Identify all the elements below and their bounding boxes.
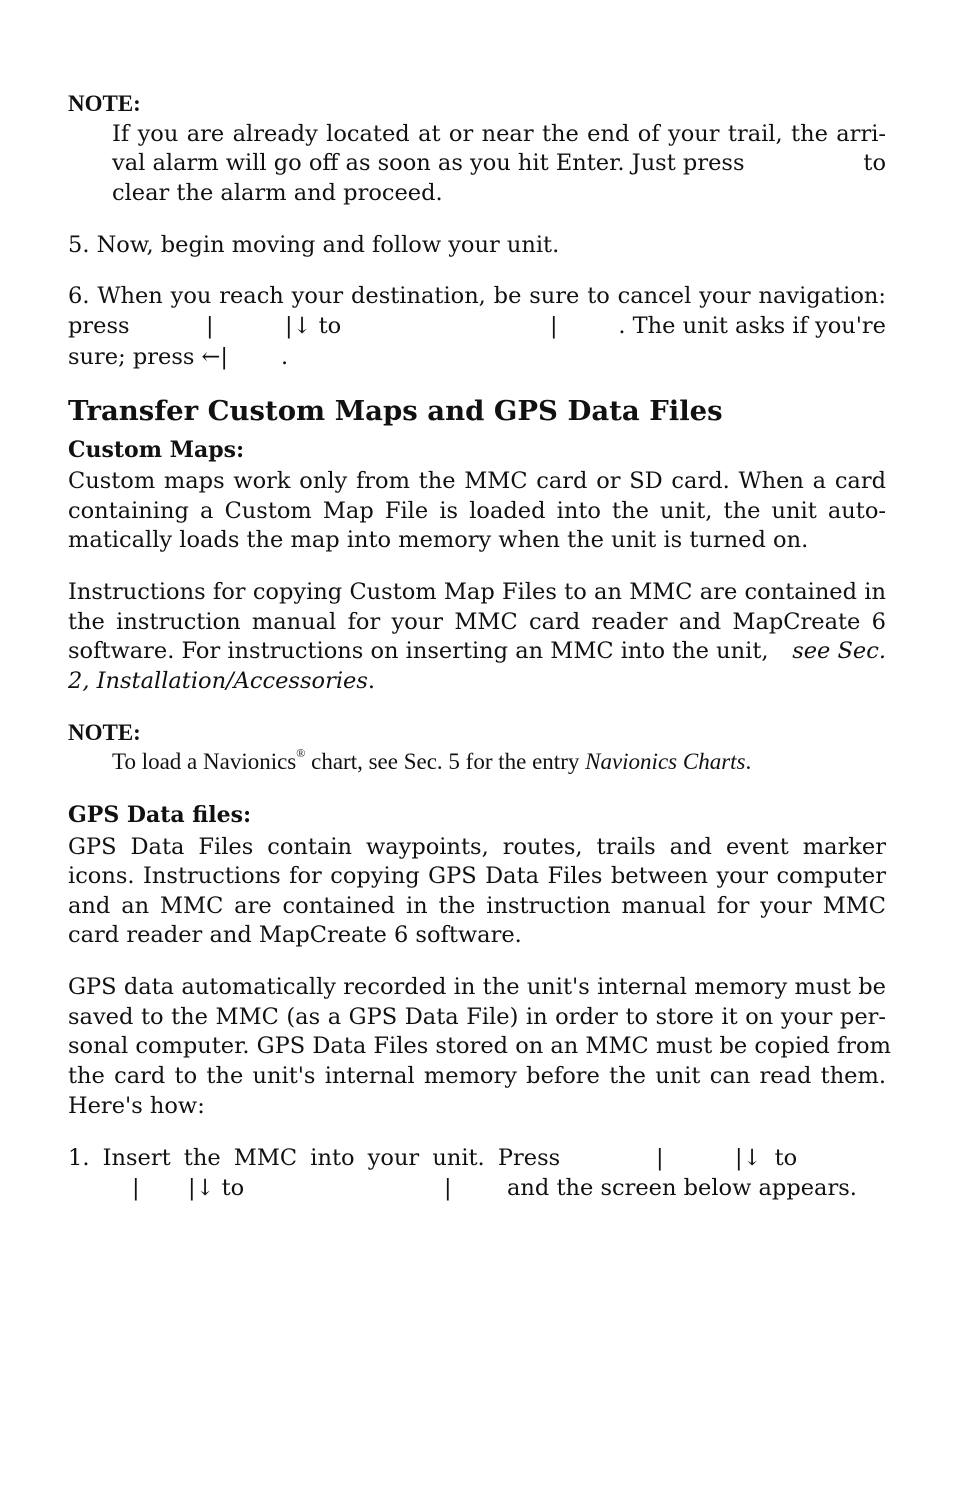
gps-data-files-heading: GPS Data files: [68, 802, 252, 828]
gps-files-line: and an MMC are contained in the instruction manual for your MMC [68, 893, 886, 919]
separator-bar: | [132, 1175, 140, 1201]
note-text-segment: chart, see Sec. 5 for the entry [305, 749, 586, 774]
down-arrow-instruction: |↓ to [188, 1175, 245, 1201]
note-label: NOTE: [68, 720, 141, 745]
gps-files-line: card reader and MapCreate 6 software. [68, 922, 522, 948]
custom-maps-line [68, 666, 886, 696]
step-6-line [68, 311, 886, 341]
custom-maps-text: software. For instructions on inserting an MMC into the unit, [68, 638, 769, 664]
step-text: press [68, 313, 130, 339]
separator-bar: | [444, 1175, 452, 1201]
gps-files-line: Here's how: [68, 1093, 205, 1119]
custom-maps-line: containing a Custom Map File is loaded into the unit, the unit auto- [68, 498, 886, 524]
note-text-line: If you are already located at or near the end of your trail, the arri- [112, 121, 886, 147]
custom-maps-line [68, 636, 886, 666]
step-6-line: 6. When you reach your destination, be sure to cancel your navigation: [68, 283, 886, 309]
note-text-segment: . [745, 749, 752, 774]
note-text-segment: val alarm will go off as soon as you hit Enter. Just press [112, 150, 745, 176]
down-arrow-instruction: |↓ to [285, 313, 342, 339]
step-1-line [68, 1143, 886, 1173]
custom-maps-heading: Custom Maps: [68, 437, 245, 463]
gps-files-line: saved to the MMC (as a GPS Data File) in order to store it on your per- [68, 1004, 886, 1030]
step-text: and the screen below appears. [507, 1175, 857, 1201]
custom-maps-line: Custom maps work only from the MMC card or SD card. When a card [68, 468, 886, 494]
cross-reference: 2, Installation/Accessories [68, 668, 368, 694]
separator-bar: | [206, 313, 214, 339]
cross-reference: Navionics Charts [585, 749, 746, 774]
down-arrow-instruction: |↓ to [735, 1145, 798, 1171]
step-text: 1. Insert the MMC into your unit. Press [68, 1145, 561, 1171]
separator-bar: | [656, 1145, 664, 1171]
gps-files-line: the card to the unit's internal memory before the unit can read them. [68, 1063, 886, 1089]
note-text-line: clear the alarm and proceed. [112, 180, 443, 206]
section-title: Transfer Custom Maps and GPS Data Files [68, 395, 723, 427]
note-label: NOTE: [68, 91, 141, 116]
cross-reference: see Sec. [792, 638, 886, 664]
custom-maps-line: the instruction manual for your MMC card reader and MapCreate 6 [68, 609, 886, 635]
note-text-line [112, 148, 886, 178]
gps-files-line: icons. Instructions for copying GPS Data Files between your computer [68, 863, 886, 889]
note-text-line [112, 747, 886, 777]
gps-files-line: GPS data automatically recorded in the unit's internal memory must be [68, 974, 886, 1000]
registered-mark: ® [296, 746, 306, 760]
gps-files-line: GPS Data Files contain waypoints, routes, trails and event marker [68, 834, 886, 860]
step-text: . The unit asks if you're [618, 313, 886, 339]
custom-maps-line: matically loads the map into memory when the unit is turned on. [68, 527, 809, 553]
note-text-segment: to [863, 150, 886, 176]
note-text-segment: To load a Navionics [112, 749, 297, 774]
enter-key-instruction: sure; press ←| [68, 344, 228, 370]
gps-files-line: sonal computer. GPS Data Files stored on an MMC must be copied from [68, 1033, 891, 1059]
step-5: 5. Now, begin moving and follow your unit. [68, 232, 560, 258]
separator-bar: | [550, 313, 558, 339]
custom-maps-line: Instructions for copying Custom Map Files to an MMC are contained in [68, 579, 886, 605]
step-6-line [68, 342, 886, 372]
step-text: . [281, 344, 289, 370]
custom-maps-text: . [367, 668, 376, 694]
